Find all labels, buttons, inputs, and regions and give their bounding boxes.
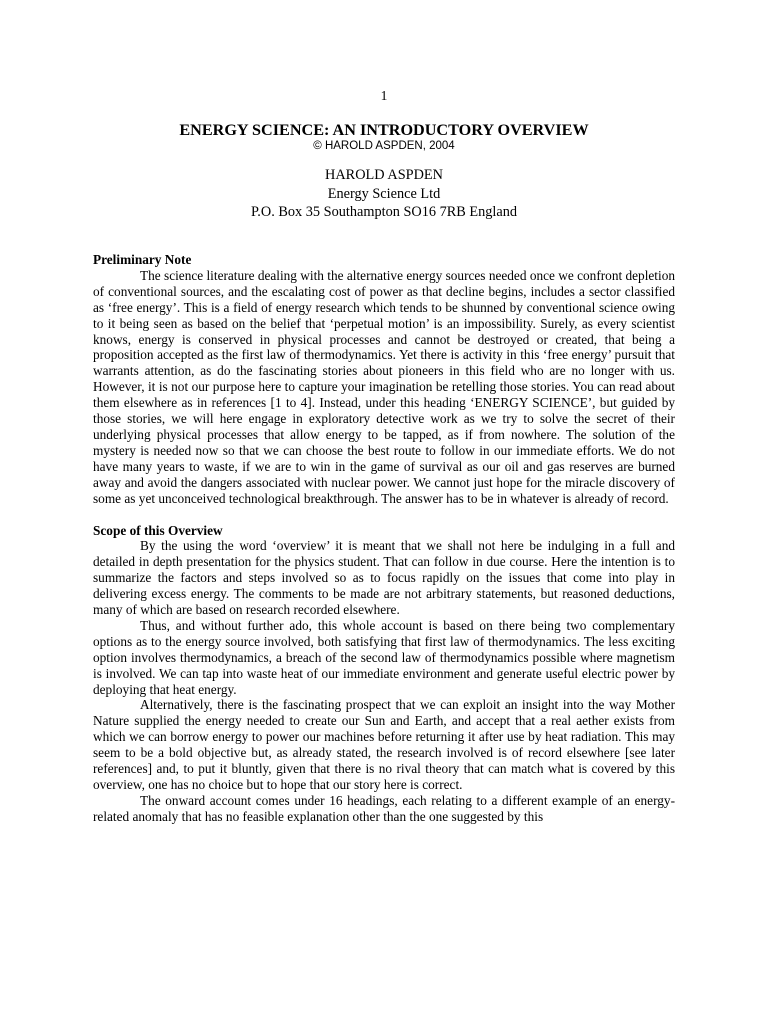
section-heading: Preliminary Note	[93, 252, 192, 267]
author-name: HAROLD ASPDEN	[325, 167, 443, 183]
paragraph: Thus, and without further ado, this whole account is based on there being two complementary options as to the energy source involved, both satisfying that first law of thermodynamics. The less exciting option involves thermodynamics, a breach of the second law of thermodynamics possible where magnetism is involved. We can tap into waste heat of our immediate environment and generate useful electric power by deploying that heat energy.	[93, 617, 675, 697]
author-address: P.O. Box 35 Southampton SO16 7RB England	[250, 204, 518, 220]
author-block	[0, 166, 768, 222]
paragraph: The science literature dealing with the alternative energy sources needed once we confront depletion of conventional sources, and the escalating cost of power as that decline begins, includes a sector classified as ‘free energy’. This is a field of energy research which tends to be shunned by conventional science owing to it being seen as based on the belief that ‘perpetual motion’ is an impossibility. Surely, as every scientist knows, energy is conserved in physical processes and cannot be destroyed or created, that being a proposition accepted as the first law of thermodynamics. Yet there is activity in this ‘free energy’ pursuit that warrants attention, as do the fascinating stories about pioneers in this field who are no longer with us. However, it is not our purpose here to capture your imagination be retelling those stories. You can read about them elsewhere as in references [1 to 4]. Instead, under this heading ‘ENERGY SCIENCE’, but guided by those stories, we will here engage in exploratory detective work as we try to solve the secret of their underlying physical processes that allow energy to be tapped, as if from nowhere. The solution of the mystery is needed now so that we can choose the best route to follow in our immediate efforts. We do not have many years to waste, if we are to win in the game of survival as our oil and gas reserves are burned away and avoid the dangers associated with nuclear power. We cannot just hope for the miracle discovery of some as yet unconceived technological breakthrough. The answer has to be in whatever is already of record.	[93, 267, 675, 506]
paragraph: By the using the word ‘overview’ it is meant that we shall not here be indulging in a full and detailed in depth presentation for the physics student. That can follow in due course. Here the intention is to summarize the factors and steps involved so as to focus rapidly on the issues that come into play in delivering excess energy. The comments to be made are not arbitrary statements, but reasoned deductions, many of which are based on research recorded elsewhere.	[93, 538, 675, 618]
document-body	[93, 252, 675, 825]
page-number: 1	[380, 88, 388, 103]
document-title: ENERGY SCIENCE: AN INTRODUCTORY OVERVIEW	[179, 121, 589, 139]
copyright-line: © HAROLD ASPDEN, 2004	[313, 140, 455, 152]
author-company: Energy Science Ltd	[327, 185, 441, 202]
section-preliminary-note	[93, 252, 675, 507]
section-scope-of-overview	[93, 523, 675, 825]
paragraph: Alternatively, there is the fascinating prospect that we can exploit an insight into the way Mother Nature supplied the energy needed to create our Sun and Earth, and accept that a real aether exists from which we can borrow energy to power our machines before returning it after use by heat radiation. This may seem to be a bold objective but, as already stated, the research involved is of record elsewhere [see later references] and, to put it bluntly, given that there is no rival theory that can match what is covered by this overview, one has no choice but to hope that our story here is correct.	[93, 697, 675, 792]
section-heading: Scope of this Overview	[93, 522, 223, 538]
paragraph: The onward account comes under 16 headings, each relating to a different example of an energy-related anomaly that has no feasible explanation other than the one suggested by this	[93, 792, 675, 824]
